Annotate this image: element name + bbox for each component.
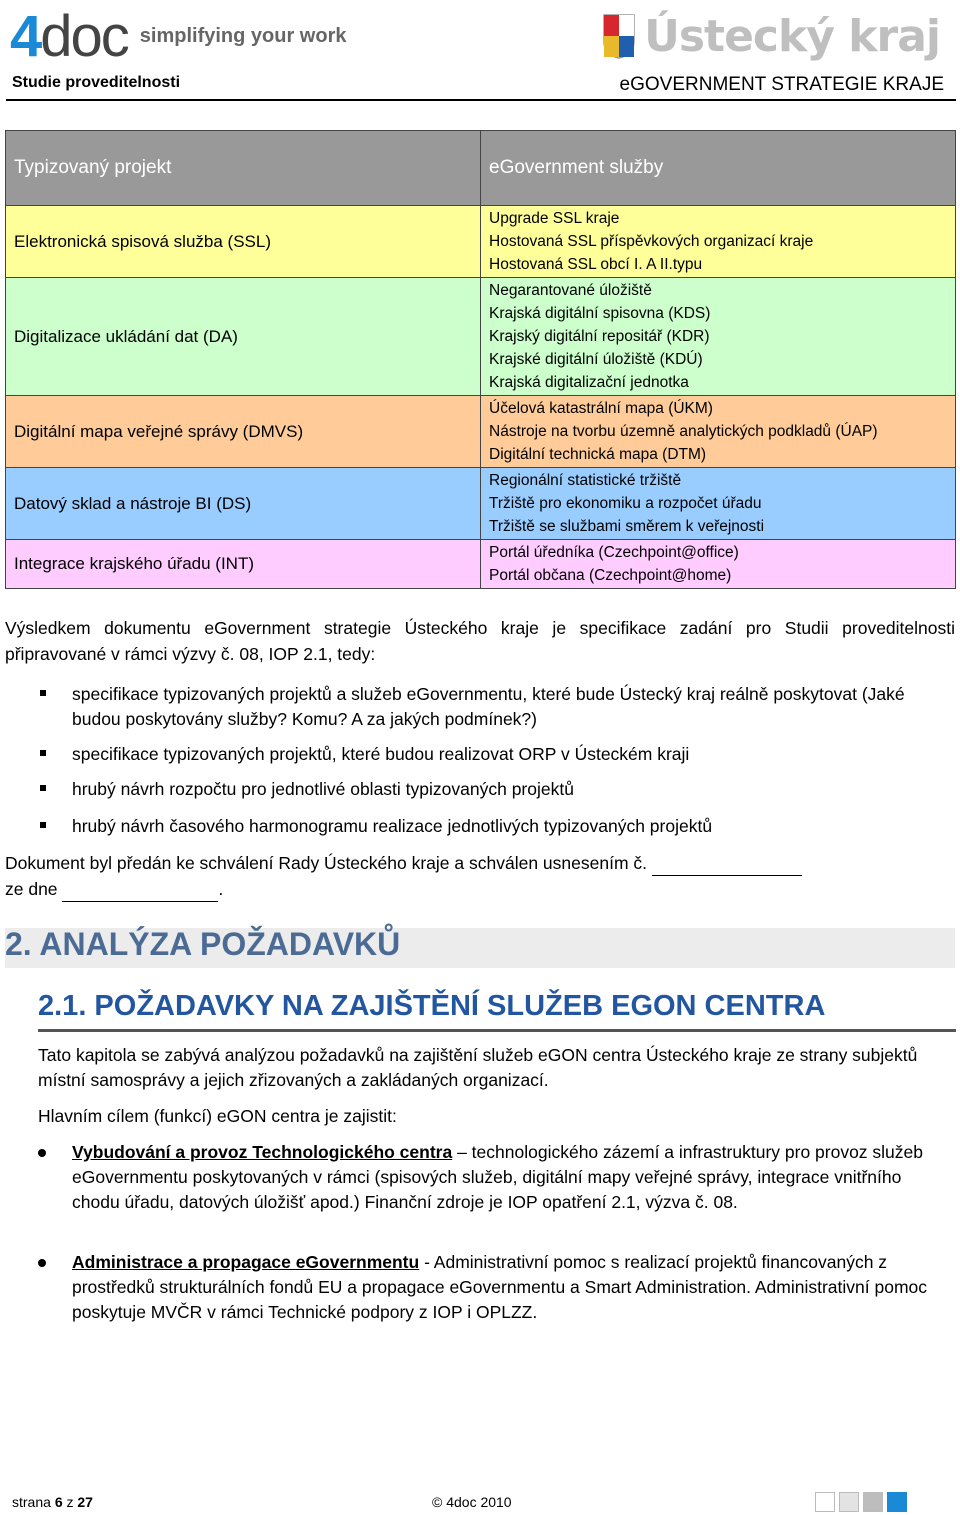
service-item: Tržiště se službami směrem k veřejnosti — [489, 518, 765, 535]
round-bullet-icon — [38, 1259, 46, 1267]
service-item: Portál občana (Czechpoint@home) — [489, 567, 732, 584]
services-cell — [481, 540, 956, 589]
project-cell: Integrace krajského úřadu (INT) — [6, 540, 481, 589]
approval-text — [5, 850, 955, 902]
service-item: Krajské digitální úložiště (KDÚ) — [489, 351, 703, 368]
service-item: Negarantované úložiště — [489, 282, 652, 299]
services-cell — [481, 468, 956, 540]
table-header-row — [6, 131, 956, 206]
service-item: Krajský digitální repositář (KDR) — [489, 328, 710, 345]
project-cell: Elektronická spisová služba (SSL) — [6, 206, 481, 278]
approval-date-label: ze dne — [5, 879, 58, 899]
bullet-item: specifikace typizovaných projektů, které budou realizovat ORP v Ústeckém kraji — [72, 744, 690, 764]
copyright: © 4doc 2010 — [432, 1494, 512, 1510]
goal-item-title: Vybudování a provoz Technologického centra — [72, 1142, 453, 1162]
bullet-item: specifikace typizovaných projektů a služeb eGovernmentu, které bude Ústecký kraj reálně poskytovat (Jaké budou poskytovány služby? Komu? A za jakých podmínek?) — [72, 684, 905, 729]
logo-ustecky-kraj — [602, 8, 940, 64]
goal-item — [72, 1140, 952, 1215]
goal-paragraph: Hlavním cílem (funkcí) eGON centra je zajistit: — [38, 1106, 397, 1126]
heading-analyza-pozadavku: 2. ANALÝZA POŽADAVKŮ — [5, 926, 401, 962]
table-header-services: eGovernment služby — [481, 131, 956, 206]
service-item: Portál úředníka (Czechpoint@office) — [489, 544, 739, 561]
footer-decoration — [815, 1492, 907, 1512]
footer-square-icon — [815, 1492, 835, 1512]
approval-date-blank — [62, 881, 218, 902]
service-item: Účelová katastrální mapa (ÚKM) — [489, 400, 713, 417]
table-header-project: Typizovaný projekt — [6, 131, 481, 206]
square-bullet-icon — [40, 690, 46, 696]
resolution-number-blank — [652, 855, 802, 876]
header-divider — [6, 99, 956, 101]
approval-date-end: . — [218, 879, 224, 899]
logo-4doc — [10, 4, 347, 69]
doc-title: Studie proveditelnosti — [12, 74, 181, 91]
bullet-item: hrubý návrh rozpočtu pro jednotlivé oblasti typizovaných projektů — [72, 779, 574, 799]
bullet-item: hrubý návrh časového harmonogramu realizace jednotlivých typizovaných projektů — [72, 816, 713, 836]
page-number: 6 — [54, 1494, 63, 1510]
logo-doc: doc — [40, 4, 128, 69]
project-cell: Digitalizace ukládání dat (DA) — [6, 278, 481, 396]
services-cell — [481, 206, 956, 278]
square-bullet-icon — [40, 750, 46, 756]
heading-pozadavky-egon: 2.1. POŽADAVKY NA ZAJIŠTĚNÍ SLUŽEB EGON CENTRA — [38, 990, 826, 1022]
goal-item — [72, 1250, 952, 1325]
service-item: Digitální technická mapa (DTM) — [489, 446, 707, 463]
goal-item-title: Administrace a propagace eGovernmentu — [72, 1252, 420, 1272]
logo-4: 4 — [10, 4, 41, 69]
service-item: Krajská digitální spisovna (KDS) — [489, 305, 711, 322]
services-table — [5, 130, 956, 589]
round-bullet-icon — [38, 1149, 46, 1157]
services-cell — [481, 396, 956, 468]
square-bullet-icon — [40, 785, 46, 791]
table-row — [6, 468, 956, 540]
logo-tagline: simplifying your work — [139, 25, 347, 47]
service-item: Tržiště pro ekonomiku a rozpočet úřadu — [489, 495, 762, 512]
section-title: eGOVERNMENT STRATEGIE KRAJE — [619, 74, 944, 95]
service-item: Nástroje na tvorbu územně analytických podkladů (ÚAP) — [489, 423, 878, 440]
project-cell: Datový sklad a nástroje BI (DS) — [6, 468, 481, 540]
page-counter — [12, 1494, 93, 1510]
page-of: z — [66, 1494, 74, 1510]
footer-square-icon — [839, 1492, 859, 1512]
table-row — [6, 396, 956, 468]
table-row — [6, 540, 956, 589]
square-bullet-icon — [40, 822, 46, 828]
footer-square-icon — [863, 1492, 883, 1512]
service-item: Regionální statistické tržiště — [489, 472, 682, 489]
goal-item-text: – technologického zázemí a infrastruktury pro provoz služeb eGovernmentu poskytovaných v rámci (spisových služeb, digitální mapy veřejné správy, integrace vnitřního chodu úřadu, datových úložišť apod.) Finanční zdroje je IOP opatření 2.1, výzva č. 08. — [72, 1142, 924, 1212]
service-item: Upgrade SSL kraje — [489, 210, 620, 227]
service-item: Hostovaná SSL obcí I. A II.typu — [489, 256, 703, 273]
footer-square-icon — [887, 1492, 907, 1512]
table-row — [6, 206, 956, 278]
table-row — [6, 278, 956, 396]
project-cell: Digitální mapa veřejné správy (DMVS) — [6, 396, 481, 468]
approval-line: Dokument byl předán ke schválení Rady Ústeckého kraje a schválen usnesením č. — [5, 853, 647, 873]
goal-item-text: - Administrativní pomoc s realizací projektů financovaných z prostředků strukturálních fondů EU a propagace eGovernmentu a Smart Administration. Administrativní pomoc poskytuje MVČR v rámci Technické podpory z IOP i OPLZZ. — [72, 1252, 928, 1322]
chapter-intro-paragraph: Tato kapitola se zabývá analýzou požadavků na zajištění služeb eGON centra Ústeckého kraje ze strany subjektů místní samosprávy a jejich zřizovaných a zakládaných organizací. — [38, 1045, 918, 1090]
service-item: Krajská digitalizační jednotka — [489, 374, 689, 391]
page-total: 27 — [77, 1494, 93, 1510]
page-label: strana — [12, 1494, 51, 1510]
service-item: Hostovaná SSL příspěvkových organizací kraje — [489, 233, 814, 250]
kraj-logo-text: Ústecký kraj — [644, 10, 940, 62]
intro-paragraph: Výsledkem dokumentu eGovernment strategie Ústeckého kraje je specifikace zadání pro Studii proveditelnosti připravované v rámci výzvy č. 08, IOP 2.1, tedy: — [5, 618, 955, 664]
services-cell — [481, 278, 956, 396]
kraj-emblem-icon — [602, 13, 636, 59]
heading-divider — [38, 1029, 956, 1032]
